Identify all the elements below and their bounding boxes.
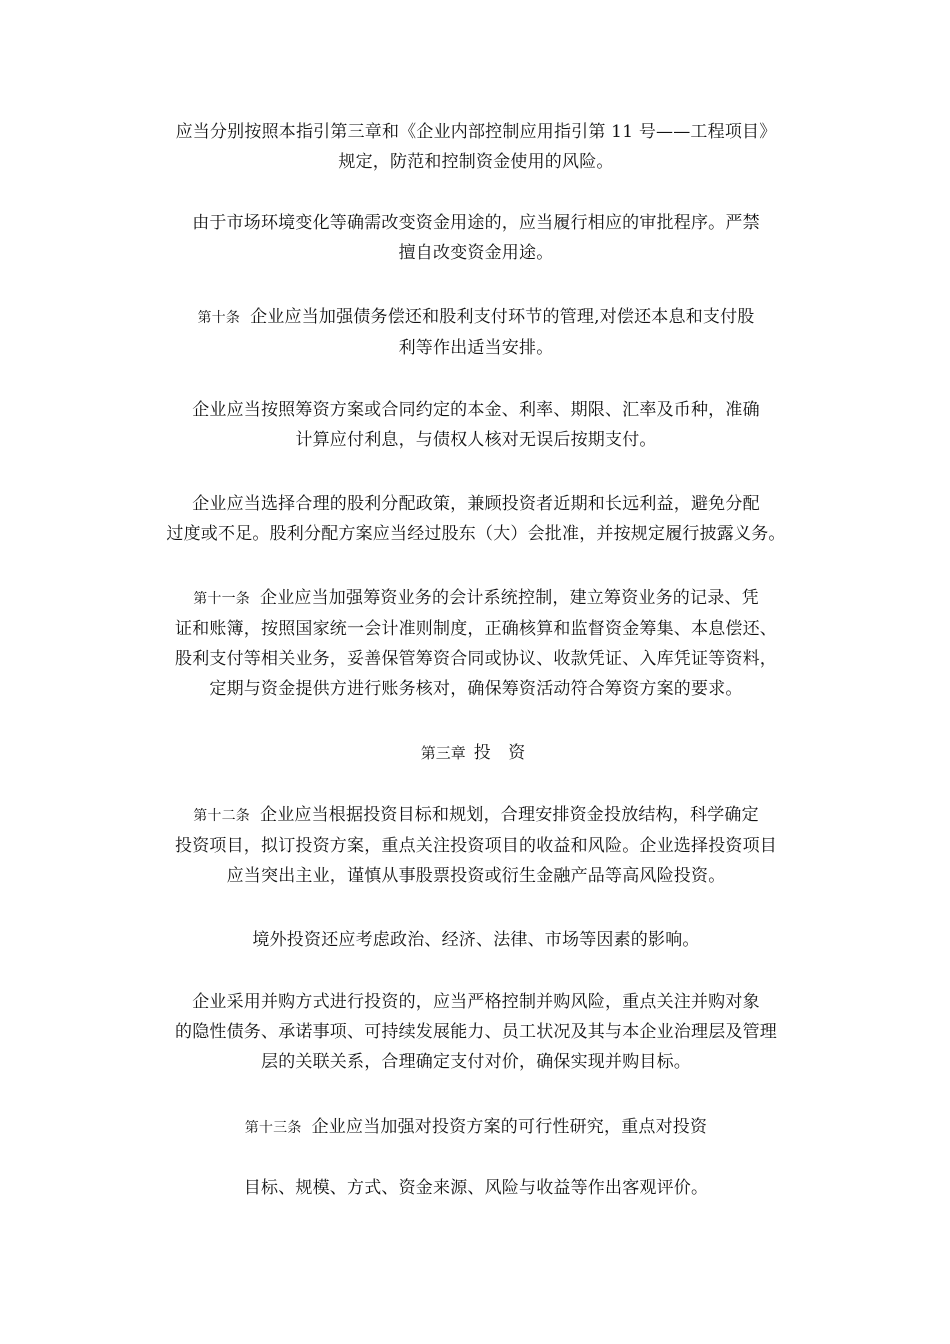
paragraph-evaluation: [145, 1173, 807, 1203]
text-line: 企业采用并购方式进行投资的，应当严格控制并购风险，重点关注并购对象: [192, 992, 760, 1012]
article-number: 第十三条: [244, 1120, 302, 1136]
article-number: 第十条: [197, 310, 241, 326]
text-line: 规定，防范和控制资金使用的风险。: [338, 152, 614, 172]
paragraph-article-13: [145, 1112, 807, 1143]
article-number: 第十二条: [193, 808, 250, 824]
text-line: 擅自改变资金用途。: [398, 243, 554, 263]
paragraph-dividend-policy: [145, 489, 807, 549]
text-line: 境外投资还应考虑政治、经济、法律、市场等因素的影响。: [252, 930, 700, 950]
chapter-number: 第三章: [420, 744, 466, 762]
text-line: 的隐性债务、承诺事项、可持续发展能力、员工状况及其与本企业治理层及管理: [175, 1022, 777, 1042]
paragraph-change-use: [145, 208, 807, 268]
text-line: 证和账簿，按照国家统一会计准则制度，正确核算和监督资金筹集、本息偿还、: [175, 619, 777, 639]
paragraph-article-10: [145, 302, 807, 363]
paragraph-article-11: [145, 583, 807, 704]
paragraph-merger-acquisition: [145, 987, 807, 1077]
paragraph-funds-usage: [145, 117, 807, 177]
text-line: 投资项目，拟订投资方案，重点关注投资项目的收益和风险。企业选择投资项目: [175, 836, 777, 856]
text-line: 目标、规模、方式、资金来源、风险与收益等作出客观评价。: [243, 1178, 709, 1198]
article-number: 第十一条: [193, 591, 250, 607]
text-line: 应当突出主业，谨慎从事股票投资或衍生金融产品等高风险投资。: [226, 866, 726, 886]
text-run: 企业应当加强对投资方案的可行性研究，重点对投资: [311, 1117, 708, 1137]
text-line: 企业应当选择合理的股利分配政策，兼顾投资者近期和长远利益，避免分配: [192, 494, 760, 514]
chapter-heading: [145, 738, 807, 768]
text-line: 计算应付利息，与债权人核对无误后按期支付。: [295, 430, 657, 450]
text-line: 层的关联关系，合理确定支付对价，确保实现并购目标。: [261, 1052, 691, 1072]
text-line: 利等作出适当安排。: [398, 338, 554, 358]
paragraph-overseas-investment: [145, 925, 807, 955]
chapter-title: 投 资: [473, 743, 532, 763]
text-line: 过度或不足。股利分配方案应当经过股东（大）会批准，并按规定履行披露义务。: [166, 524, 786, 544]
text-run: 企业应当加强债务偿还和股利支付环节的管理,对偿还本息和支付股: [250, 307, 755, 327]
text-line: 定期与资金提供方进行账务核对，确保筹资活动符合筹资方案的要求。: [209, 679, 743, 699]
text-line: 股利支付等相关业务，妥善保管筹资合同或协议、收款凭证、入库凭证等资料，: [175, 649, 777, 669]
text-line: 由于市场环境变化等确需改变资金用途的，应当履行相应的审批程序。严禁: [192, 213, 760, 233]
text-run: 企业应当根据投资目标和规划，合理安排资金投放结构，科学确定: [260, 805, 759, 825]
text-line: [145, 1112, 807, 1143]
text-line: [145, 800, 807, 831]
text-line: [145, 583, 807, 614]
text-line: 应当分别按照本指引第三章和《企业内部控制应用指引第 11 号——工程项目》: [175, 122, 777, 142]
text-run: 企业应当加强筹资业务的会计系统控制，建立筹资业务的记录、凭: [260, 588, 759, 608]
paragraph-interest-payment: [145, 395, 807, 455]
text-line: 企业应当按照筹资方案或合同约定的本金、利率、期限、汇率及币种，准确: [192, 400, 760, 420]
paragraph-article-12: [145, 800, 807, 891]
text-line: [145, 302, 807, 333]
